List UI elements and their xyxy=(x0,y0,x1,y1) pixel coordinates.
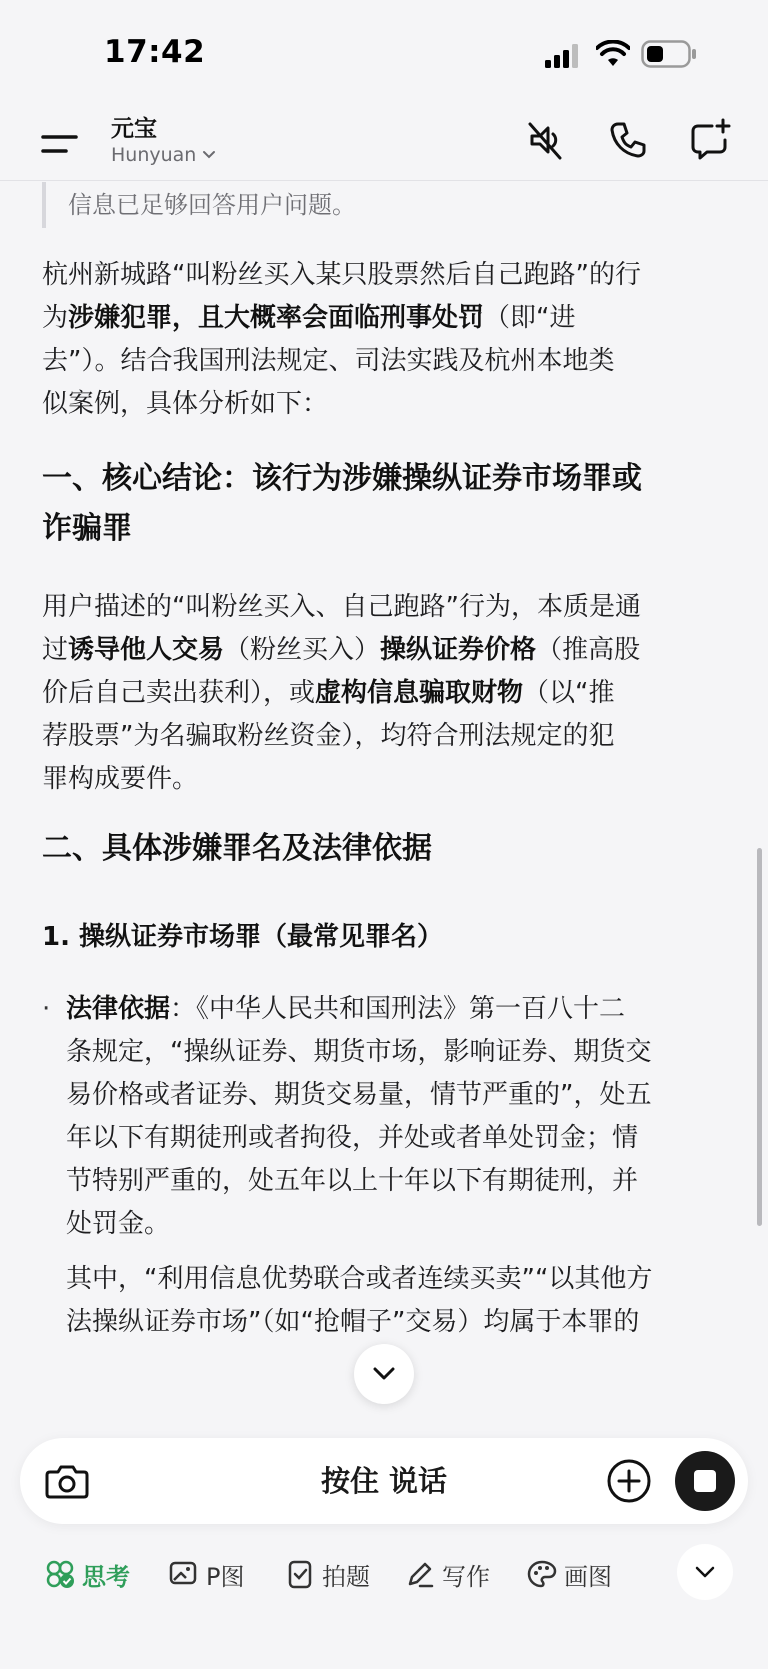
intro-line: 杭州新城路“叫粉丝买入某只股票然后自己跑路”的行 xyxy=(42,260,641,290)
think-icon xyxy=(44,1558,76,1590)
input-bar xyxy=(20,1438,748,1524)
image-edit-icon xyxy=(168,1558,200,1590)
intro-paragraph xyxy=(42,254,732,426)
pen-icon xyxy=(404,1558,436,1590)
bullet-marker: · xyxy=(42,994,51,1024)
thinking-quote: 信息已足够回答用户问题。 xyxy=(42,182,356,228)
model-selector[interactable] xyxy=(111,144,216,166)
stop-generation-button[interactable] xyxy=(675,1451,735,1511)
body-line: 易价格或者证券、期货交易量，情节严重的”，处五 xyxy=(66,1080,652,1110)
palette-icon xyxy=(526,1558,558,1590)
plus-icon[interactable] xyxy=(606,1458,652,1504)
section1-paragraph xyxy=(42,586,732,801)
bullet-paragraph xyxy=(66,988,732,1246)
chevron-down-icon xyxy=(694,1565,716,1579)
body-line: 法律依据：《中华人民共和国刑法》第一百八十二 xyxy=(66,994,626,1024)
body-line: 价后自己卖出获利），或虚构信息骗取财物（以“推 xyxy=(42,678,615,708)
scrollbar[interactable] xyxy=(757,848,762,1226)
body-line: 条规定，“操纵证券、期货市场，影响证券、期货交 xyxy=(66,1037,652,1067)
tool-drawing[interactable] xyxy=(526,1550,612,1598)
tool-label: P图 xyxy=(206,1562,245,1591)
bullet-continuation xyxy=(66,1258,732,1344)
tool-writing[interactable] xyxy=(404,1550,490,1598)
tool-think[interactable] xyxy=(44,1550,130,1598)
signal-icon xyxy=(545,44,581,68)
tool-photo-question[interactable] xyxy=(284,1550,370,1598)
body-line: 用户描述的“叫粉丝买入、自己跑路”行为，本质是通 xyxy=(42,592,641,622)
tool-label: 画图 xyxy=(564,1562,612,1591)
body-line: 其中，“利用信息优势联合或者连续买卖”“以其他方 xyxy=(66,1264,653,1294)
chevron-down-icon xyxy=(202,150,216,160)
tool-label: 写作 xyxy=(442,1562,490,1591)
body-line: 荐股票”为名骗取粉丝资金），均符合刑法规定的犯 xyxy=(42,721,615,751)
message-content[interactable] xyxy=(0,182,768,1420)
body-line: 法操纵证券市场”（如“抢帽子”交易）均属于本罪的 xyxy=(66,1307,640,1337)
wifi-icon xyxy=(596,40,630,68)
body-line: 处罚金。 xyxy=(66,1209,171,1239)
tools-expand-button[interactable] xyxy=(677,1544,733,1600)
body-line: 节特别严重的，处五年以上十年以下有期徒刑，并 xyxy=(66,1166,639,1196)
status-bar xyxy=(0,0,768,106)
assistant-name: 元宝 xyxy=(111,116,157,142)
battery-icon xyxy=(641,40,697,68)
status-time: 17:42 xyxy=(104,34,206,70)
photo-question-icon xyxy=(284,1558,316,1590)
intro-line: 似案例，具体分析如下： xyxy=(42,389,329,419)
chevron-down-icon xyxy=(372,1366,396,1382)
body-line: 罪构成要件。 xyxy=(42,764,199,794)
tool-label: 思考 xyxy=(82,1562,130,1591)
chat-header xyxy=(0,106,768,181)
menu-icon[interactable] xyxy=(40,123,80,163)
mute-voice-icon[interactable] xyxy=(520,116,568,164)
subsection-heading: 1. 操纵证券市场罪（最常见罪名） xyxy=(42,922,444,952)
hold-to-talk-button[interactable]: 按住 说话 xyxy=(320,1464,448,1498)
model-name: Hunyuan xyxy=(111,144,197,166)
intro-line: 为涉嫌犯罪，且大概率会面临刑事处罚（即“进 xyxy=(42,303,576,333)
tool-image-edit[interactable] xyxy=(168,1550,244,1598)
stop-icon xyxy=(694,1470,716,1492)
camera-icon[interactable] xyxy=(44,1458,90,1504)
body-line: 过诱导他人交易（粉丝买入）操纵证券价格（推高股 xyxy=(42,635,641,665)
tool-label: 拍题 xyxy=(322,1562,370,1591)
tool-row xyxy=(0,1540,768,1608)
body-line: 年以下有期徒刑或者拘役，并处或者单处罚金；情 xyxy=(66,1123,639,1153)
phone-icon[interactable] xyxy=(604,116,652,164)
section-heading: 二、具体涉嫌罪名及法律依据 xyxy=(42,831,432,866)
section-heading: 一、核心结论：该行为涉嫌操纵证券市场罪或 诈骗罪 xyxy=(42,461,642,546)
scroll-to-bottom-button[interactable] xyxy=(354,1344,414,1404)
new-chat-icon[interactable] xyxy=(686,116,734,164)
intro-line: 去”）。结合我国刑法规定、司法实践及杭州本地类 xyxy=(42,346,615,376)
